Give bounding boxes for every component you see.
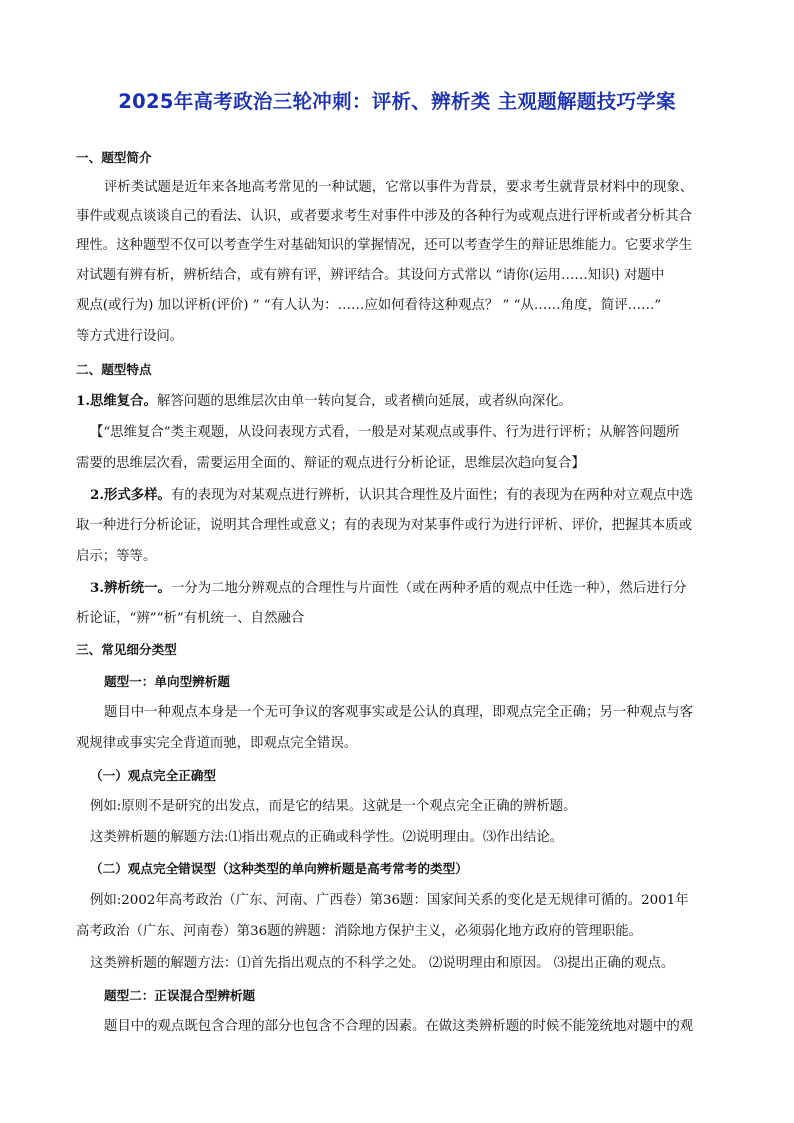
type-2-line-1: 题目中的观点既包含合理的部分也包含不合理的因素。在做这类辨析题的时候不能笼统地对题中的观: [104, 1019, 694, 1034]
intro-line-6: 等方式进行设问。: [76, 329, 184, 344]
feature-2-label: 2.形式多样。: [90, 487, 171, 503]
section-heading-types: 三、常见细分类型: [76, 642, 177, 657]
section-heading-intro: 一、题型简介: [76, 150, 152, 165]
type-1-heading: 题型一：单向型辨析题: [104, 674, 230, 689]
subtype-2-heading: （二）观点完全错误型（这种类型的单向辨析题是高考常考的类型）: [90, 861, 468, 876]
subtype-1-example: 例如:原则不是研究的出发点，而是它的结果。这就是一个观点完全正确的辨析题。: [90, 799, 577, 814]
feature-3-label: 3.辨析统一。: [90, 580, 171, 596]
feature-1-text: 解答问题的思维层次由单一转向复合，或者横向延展，或者纵向深化。: [156, 394, 573, 409]
type-2-heading: 题型二：正误混合型辨析题: [104, 988, 256, 1003]
feature-2: [90, 485, 734, 506]
feature-2-text: 有的表现为对某观点进行辨析，认识其合理性及片面性；有的表现为在两种对立观点中选: [170, 488, 694, 503]
feature-2-line-2: 取一种进行分析论证，说明其合理性或意义；有的表现为对某事件或行为进行评析、评价，把握其本质或: [76, 518, 692, 533]
subtype-2-example-line-1: 例如:2002年高考政治（广东、河南、广西卷）第36题：国家间关系的变化是无规律可循的。2001年: [90, 893, 689, 908]
feature-note-line-2: 需要的思维层次看，需要运用全面的、辩证的观点进行分析论证，思维层次趋向复合】: [76, 456, 585, 471]
type-1-line-2: 观规律或事实完全背道而驰，即观点完全错误。: [76, 736, 358, 751]
subtype-2-example-line-2: 高考政治（广东、河南卷）第36题的辨题：消除地方保护主义，必须弱化地方政府的管理职能。: [76, 924, 643, 939]
type-1-line-1: 题目中一种观点本身是一个无可争议的客观事实或是公认的真理，即观点完全正确；另一种观点与客: [104, 705, 694, 720]
feature-2-line-3: 启示；等等。: [76, 549, 157, 564]
feature-1: [76, 391, 720, 412]
section-heading-features: 二、题型特点: [76, 362, 152, 377]
feature-3: [90, 578, 734, 599]
intro-line-3: 理性。这种题型不仅可以考查学生对基础知识的掌握情况，还可以考查学生的辩证思维能力。它要求学生: [76, 238, 692, 253]
intro-line-4: 对试题有辨有析，辨析结合，或有辨有评，辨评结合。其设问方式常以 “请你(运用……知识) 对题中: [76, 268, 665, 283]
intro-line-5: 观点(或行为) 加以评析(评价) ” “有人认为：……应如何看待这种观点？ ” “从……角度，简评……”: [76, 298, 662, 313]
feature-3-text: 一分为二地分辨观点的合理性与片面性（或在两种矛盾的观点中任选一种），然后进行分: [170, 581, 687, 596]
intro-line-1: 评析类试题是近年来各地高考常见的一种试题，它常以事件为背景，要求考生就背景材料中的现象、: [104, 180, 694, 195]
feature-1-label: 1.思维复合。: [76, 393, 157, 409]
subtype-1-heading: （一）观点完全正确型: [90, 768, 216, 783]
intro-line-2: 事件或观点谈谈自己的看法、认识，或者要求考生对事件中涉及的各种行为或观点进行评析或者分析其合: [76, 209, 692, 224]
subtype-2-method: 这类辨析题的解题方法：⑴首先指出观点的不科学之处。 ⑵说明理由和原因。 ⑶提出正确的观点。: [90, 956, 675, 971]
feature-3-line-2: 析论证，“辨”“析”有机统一、自然融合: [76, 611, 305, 626]
page-title: 2025年高考政治三轮冲刺：评析、辨析类 主观题解题技巧学案: [118, 90, 676, 113]
subtype-1-method: 这类辨析题的解题方法:⑴指出观点的正确或科学性。⑵说明理由。⑶作出结论。: [90, 830, 564, 845]
feature-note-line-1: 【“思维复合”类主观题，从设问表现方式看，一般是对某观点或事件、行为进行评析；从解答问题所: [90, 425, 680, 440]
